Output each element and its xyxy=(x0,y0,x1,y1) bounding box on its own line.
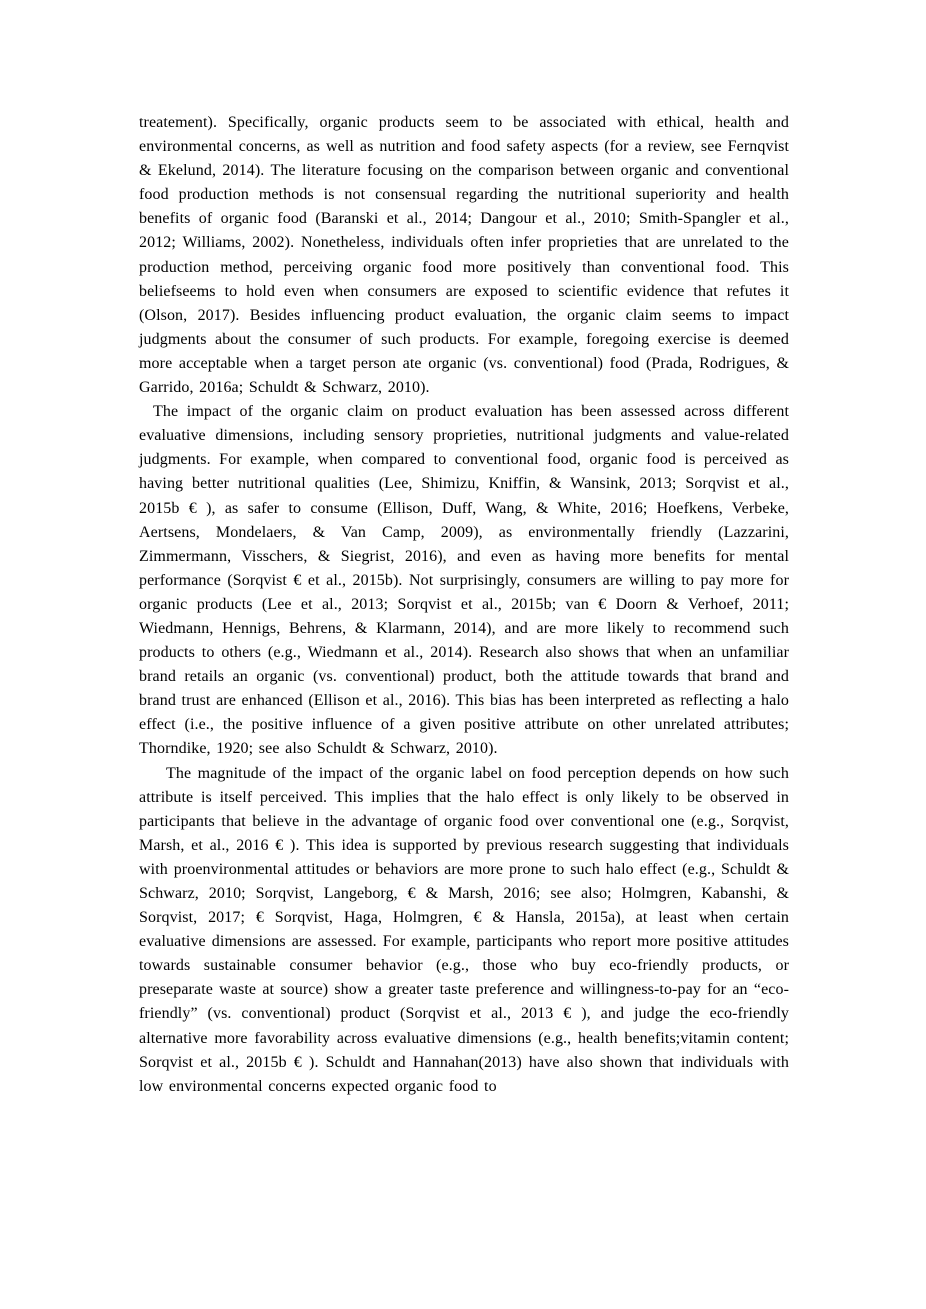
paragraph-continued: treatement). Specifically, organic products seem to be associated with ethical, health and environmental concerns, as well as nutrition and food safety aspects (for a review, see Fernqvist & Ekelund, 2014). The literature focusing on the comparison between organic and conventional food production methods is not consensual regarding the nutritional superiority and health benefits of organic food (Baranski et al., 2014; Dangour et al., 2010; Smith-Spangler et al., 2012; Williams, 2002). Nonetheless, individuals often infer proprieties that are unrelated to the production method, perceiving organic food more positively than conventional food. This beliefseems to hold even when consumers are exposed to scientific evidence that refutes it (Olson, 2017). Besides influencing product evaluation, the organic claim seems to impact judgments about the consumer of such products. For example, foregoing exercise is deemed more acceptable when a target person ate organic (vs. conventional) food (Prada, Rodrigues, & Garrido, 2016a; Schuldt & Schwarz, 2010). xyxy=(139,114,789,397)
article-body xyxy=(139,111,789,1099)
paragraph: The impact of the organic claim on product evaluation has been assessed across different evaluative dimensions, including sensory proprieties, nutritional judgments and value-related judgments. For example, when compared to conventional food, organic food is perceived as having better nutritional qualities (Lee, Shimizu, Kniffin, & Wansink, 2013; Sorqvist et al., 2015b € ), as safer to consume (Ellison, Duff, Wang, & White, 2016; Hoefkens, Verbeke, Aertsens, Mondelaers, & Van Camp, 2009), as environmentally friendly (Lazzarini, Zimmermann, Visschers, & Siegrist, 2016), and even as having more benefits for mental performance (Sorqvist € et al., 2015b). Not surprisingly, consumers are willing to pay more for organic products (Lee et al., 2013; Sorqvist et al., 2015b; van € Doorn & Verhoef, 2011; Wiedmann, Hennigs, Behrens, & Klarmann, 2014), and are more likely to recommend such products to others (e.g., Wiedmann et al., 2014). Research also shows that when an unfamiliar brand retails an organic (vs. conventional) product, both the attitude towards that brand and brand trust are enhanced (Ellison et al., 2016). This bias has been interpreted as reflecting a halo effect (i.e., the positive influence of a given positive attribute on other unrelated attributes; Thorndike, 1920; see also Schuldt & Schwarz, 2010). xyxy=(139,403,789,758)
paragraph: The magnitude of the impact of the organic label on food perception depends on how such attribute is itself perceived. This implies that the halo effect is only likely to be observed in participants that believe in the advantage of organic food over conventional one (e.g., Sorqvist, Marsh, et al., 2016 € ). This idea is supported by previous research suggesting that individuals with proenvironmental attitudes or behaviors are more prone to such halo effect (e.g., Schuldt & Schwarz, 2010; Sorqvist, Langeborg, € & Marsh, 2016; see also; Holmgren, Kabanshi, & Sorqvist, 2017; € Sorqvist, Haga, Holmgren, € & Hansla, 2015a), at least when certain evaluative dimensions are assessed. For example, participants who report more positive attitudes towards sustainable consumer behavior (e.g., those who buy eco-friendly products, or preseparate waste at source) show a greater taste preference and willingness-to-pay for an “eco-friendly” (vs. conventional) product (Sorqvist et al., 2013 € ), and judge the eco-friendly alternative more favorability across evaluative dimensions (e.g., health benefits;vitamin content; Sorqvist et al., 2015b € ). Schuldt and Hannahan(2013) have also shown that individuals with low environmental concerns expected organic food to xyxy=(139,764,789,1095)
